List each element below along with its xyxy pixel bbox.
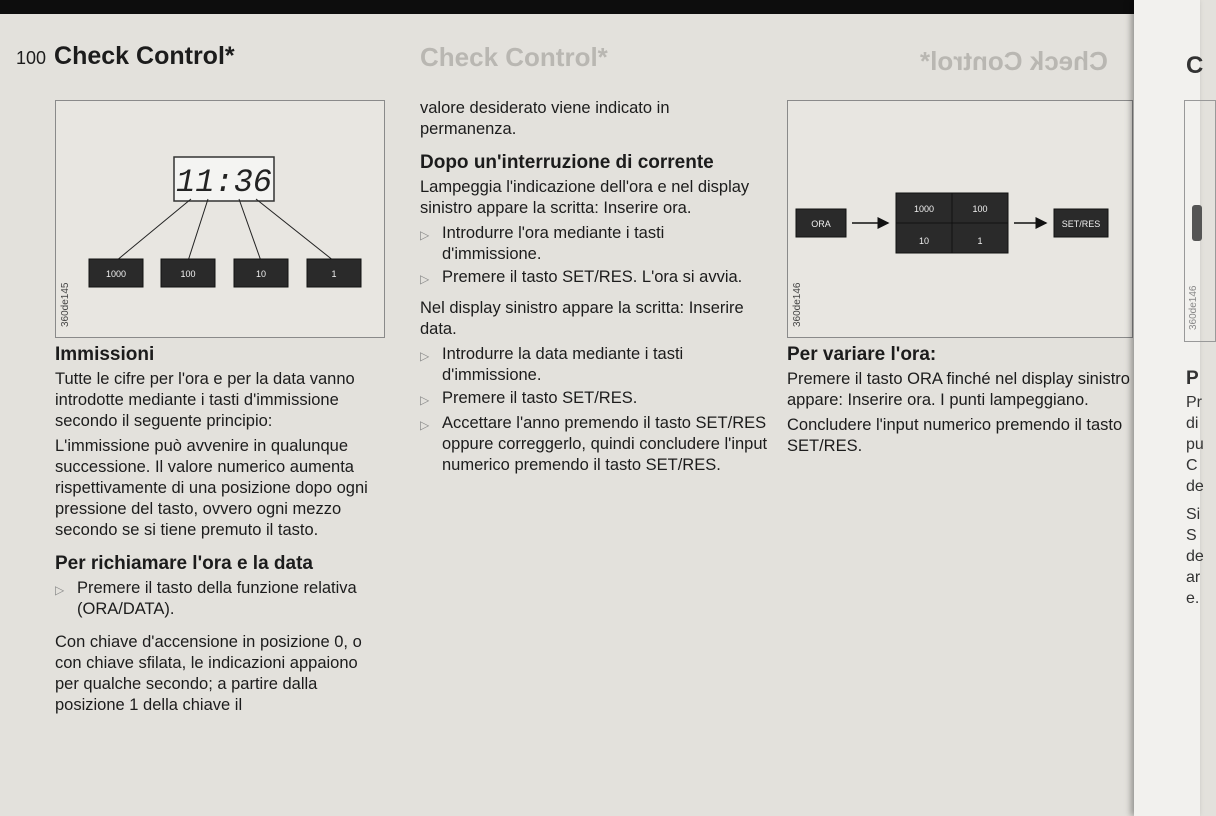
key-10 xyxy=(234,259,288,287)
list-item xyxy=(420,344,768,386)
paragraph: L'immissione può avvenire in qualunque successione. Il valore numerico aumenta rispettivamente di una posizione dopo ogni pressione del tasto, ovvero ogni mezzo secondo se si tiene premuto il tasto. xyxy=(55,437,368,539)
key-1 xyxy=(307,259,361,287)
figure-code: 360de145 xyxy=(60,282,71,327)
clock-readout: 11:36 xyxy=(175,164,273,201)
column-2 xyxy=(420,98,768,478)
key-1000 xyxy=(89,259,143,287)
key-block xyxy=(896,193,1008,253)
column-3 xyxy=(787,344,1131,461)
page-header xyxy=(16,42,235,71)
figure-code: 360de146 xyxy=(792,282,803,327)
heading-variare: Per variare l'ora: xyxy=(787,344,937,365)
list-item xyxy=(420,388,768,411)
edge-letter-heading: P xyxy=(1186,368,1199,389)
svg-text:1: 1 xyxy=(331,269,337,279)
paragraph: Nel display sinistro appare la scritta: Inserire data. xyxy=(420,299,744,338)
ghost-title-left: Check Control* xyxy=(420,42,608,72)
edge-fragment: S xyxy=(1186,527,1197,544)
ghost-title-right: Check Control* xyxy=(920,46,1108,76)
triangle-bullet-icon: ▷ xyxy=(420,349,430,363)
paragraph: Premere il tasto ORA finché nel display sinistro appare: Inserire ora. I punti lampeggiano. xyxy=(787,370,1130,409)
edge-fragment: C xyxy=(1186,457,1198,474)
edge-fragment: ar xyxy=(1186,569,1201,586)
list-item-text: Premere il tasto della funzione relativa (ORA/DATA). xyxy=(77,579,357,618)
edge-letter-top: C xyxy=(1186,52,1204,79)
svg-text:SET/RES: SET/RES xyxy=(1061,219,1101,229)
triangle-bullet-icon: ▷ xyxy=(420,393,430,407)
paragraph: Con chiave d'accensione in posizione 0, o con chiave sfilata, le indicazioni appaiono per qualche secondo; a partire dalla posizione 1 della chiave il xyxy=(55,633,362,714)
svg-text:10: 10 xyxy=(255,269,267,279)
edge-figure-code: 360de146 xyxy=(1188,285,1199,330)
list-item xyxy=(55,578,385,620)
list-item xyxy=(420,267,768,290)
key-set-res xyxy=(1054,209,1108,237)
edge-fragment: Pr xyxy=(1186,394,1202,411)
edge-fragment: di xyxy=(1186,415,1199,432)
svg-text:10: 10 xyxy=(918,236,930,246)
clock-keys-diagram xyxy=(56,101,384,337)
paragraph: Tutte le cifre per l'ora e per la data vanno introdotte mediante i tasti d'immissione secondo il seguente principio: xyxy=(55,370,355,430)
figure-clock-keys xyxy=(55,100,385,338)
heading-dopo-interruzione: Dopo un'interruzione di corrente xyxy=(420,152,714,173)
list-item-text: Premere il tasto SET/RES. xyxy=(442,389,638,407)
edge-fragment: e. xyxy=(1186,590,1200,607)
list-item-text: Introdurre l'ora mediante i tasti d'immissione. xyxy=(442,224,665,263)
edge-fragment: de xyxy=(1186,478,1204,495)
list-item xyxy=(420,223,768,265)
list-item-text: Premere il tasto SET/RES. L'ora si avvia. xyxy=(442,268,743,286)
heading-immissioni: Immissioni xyxy=(55,344,155,365)
column-1 xyxy=(55,344,385,720)
key-100 xyxy=(161,259,215,287)
list-item xyxy=(420,413,768,476)
triangle-bullet-icon: ▷ xyxy=(420,272,430,286)
list-item-text: Accettare l'anno premendo il tasto SET/RES oppure correggerlo, quindi concludere l'input numerico premendo il tasto SET/RES. xyxy=(442,414,768,474)
top-dark-bar xyxy=(0,0,1200,14)
heading-richiamare: Per richiamare l'ora e la data xyxy=(55,553,313,574)
edge-figure-shape xyxy=(1192,205,1202,241)
figure-ora-keys xyxy=(787,100,1133,338)
page-number: 100 xyxy=(16,48,47,68)
edge-fragment: Si xyxy=(1186,506,1201,523)
triangle-bullet-icon: ▷ xyxy=(420,228,430,242)
key-ora xyxy=(796,209,846,237)
page-title: Check Control* xyxy=(54,42,235,70)
svg-text:1000: 1000 xyxy=(105,269,127,279)
svg-text:1: 1 xyxy=(977,236,983,246)
triangle-bullet-icon: ▷ xyxy=(55,583,65,597)
svg-text:100: 100 xyxy=(972,204,988,214)
svg-text:ORA: ORA xyxy=(811,219,831,229)
paragraph: valore desiderato viene indicato in permanenza. xyxy=(420,99,670,138)
edge-fragment: de xyxy=(1186,548,1204,565)
paragraph: Lampeggia l'indicazione dell'ora e nel display sinistro appare la scritta: Inserire ora. xyxy=(420,178,750,217)
edge-fragment: pu xyxy=(1186,436,1204,453)
list-item-text: Introdurre la data mediante i tasti d'immissione. xyxy=(442,345,684,384)
ora-keys-diagram xyxy=(788,101,1132,337)
paragraph: Concludere l'input numerico premendo il tasto SET/RES. xyxy=(787,416,1123,455)
triangle-bullet-icon: ▷ xyxy=(420,418,430,432)
svg-text:1000: 1000 xyxy=(913,204,935,214)
svg-text:100: 100 xyxy=(180,269,196,279)
